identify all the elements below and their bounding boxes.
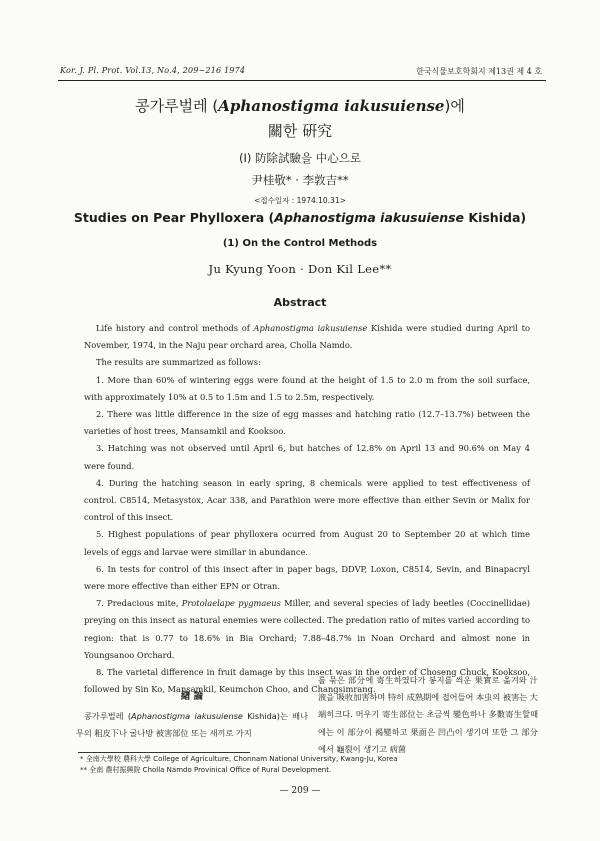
- intro-right-column: [318, 672, 538, 758]
- korean-title-species: Aphanostigma iakusuiense: [218, 97, 445, 115]
- abstract-item-7-species: Protolaelape pygmaeus: [181, 598, 281, 609]
- korean-title-suffix: )에: [444, 97, 465, 115]
- received-date: <접수일자 : 1974.10.31>: [254, 196, 346, 205]
- intro-right-paragraph: 를 묶은 部分에 寄生하였다가 봉지를 씌운 果實로 옮겨와 汁液을 吸收加害하며 特히 成熟期에 접어들어 本虫의 被害는 大端히크다. 머우기 寄生部位는 초금씩 變色하나 多數寄生할때에는 이 部分이 褐變하고 果面은 凹凸이 생기며 또한 그 部分에서 龜裂이 생기고 病菌: [318, 675, 538, 754]
- abstract-item-7-a: 7. Predacious mite,: [96, 598, 182, 609]
- footnote-affiliation-2: ** 全南 農村振興院 Cholla Namdo Provinical Office of Rural Development.: [80, 766, 332, 774]
- korean-title-prefix: 콩가루벌레 (: [135, 97, 219, 115]
- journal-name-korean: 한국식물보호학회지 제13권 제 4 호: [416, 67, 542, 76]
- abstract-item-4: 4. During the hatching season in early spring, 8 chemicals were applied to test effectiveness of control. C8514, Metasystox, Acar 338, and Parathion were more effective than either Sevin or Malix for control of this insect.: [84, 477, 530, 523]
- korean-title-line1: [40, 95, 560, 116]
- english-title: [40, 210, 560, 225]
- abstract-item-6: 6. In tests for control of this insect after in paper bags, DDVP, Loxon, C8514, Sevin, and Binapacryl were more effective than either EPN or Otran.: [84, 563, 530, 592]
- abstract-item-7: [84, 595, 530, 664]
- intro-left-paragraph: [76, 708, 308, 742]
- abstract-intro-a: Life history and control methods of: [96, 323, 254, 333]
- abstract-intro: [84, 320, 530, 354]
- header-rule: [58, 80, 546, 81]
- abstract-item-8: 8. The varietal difference in fruit damage by this insect was in the order of Choseng Chuck, Kooksoo, followed by Sin Ko, Mansamkil, Keumchon Choo, and Changsimrang.: [84, 667, 530, 695]
- abstract-item-2: 2. There was little difference in the size of egg masses and hatching ratio (12.7–13.7%) between the varieties of host trees, Mansamkil and Kooksoo.: [84, 409, 530, 437]
- intro-section-heading: 緖 論: [180, 691, 204, 702]
- korean-subtitle: (Ⅰ) 防除試驗을 中心으로: [238, 151, 361, 165]
- english-title-suffix: Kishida): [464, 210, 527, 225]
- abstract-item-7-b: Miller, and several species of lady beetles (Coccinellidae) preying on this insect as natural enemies were collected. The predation ratio of mites varied according to region: that is 0.77 to 18.6% in Bia Orchard; 7.88–48.7% in Noan Orchard and almost none in Youngsanoo Orchard.: [84, 598, 530, 660]
- abstract-item-5: 5. Highest populations of pear phylloxera ocurred from August 20 to September 20 at which time levels of eggs and larvae were simillar in abundance.: [84, 529, 530, 557]
- english-title-species: Aphanostigma iakusuiense: [274, 210, 465, 225]
- abstract-intro-species: Aphanostigma iakusuiense: [253, 323, 368, 333]
- abstract-summary-line: The results are summarized as follows:: [96, 357, 261, 368]
- intro-left-column: [76, 688, 308, 742]
- english-title-prefix: Studies on Pear Phylloxera (: [73, 210, 275, 225]
- english-authors: Ju Kyung Yoon · Don Kil Lee**: [208, 262, 392, 276]
- footnote-affiliation-1: * 全南大學校 農科大學 College of Agriculture, Chonnam National University, Kwang-Ju, Korea: [80, 755, 398, 763]
- page-number: — 209 —: [279, 786, 321, 796]
- abstract-body: [84, 320, 530, 698]
- korean-authors: 尹桂敬* · 李敦吉**: [251, 173, 349, 187]
- intro-left-b: Kishida)는 배나무의 粗皮下나 굴나방 被害部位 또는 새끼로 가지: [76, 711, 309, 738]
- abstract-intro-b: Kishida were studied during April to November, 1974, in the Naju pear orchard area, Cholla Namdo.: [84, 323, 531, 351]
- intro-left-a: 콩가루벌레 (: [84, 711, 132, 721]
- english-subtitle: (1) On the Control Methods: [222, 238, 378, 249]
- abstract-heading: Abstract: [273, 296, 327, 309]
- footnote-rule: [78, 752, 250, 753]
- korean-title-line2: 關한 硏究: [267, 122, 333, 140]
- abstract-item-3: 3. Hatching was not observed until April 6, but hatches of 12.8% on April 13 and 90.6% on May 4 were found.: [84, 443, 530, 471]
- abstract-item-1: 1. More than 60% of wintering eggs were found at the height of 1.5 to 2.0 m from the soil surface, with approximately 10% at 0.5 to 1.5m and 1.5 to 2.5m, respectively.: [84, 374, 530, 402]
- intro-left-species: Aphanostigma iakusuiense: [131, 711, 243, 721]
- journal-citation: Kor. J. Pl. Prot. Vol.13, No.4, 209~216 1974: [60, 66, 246, 75]
